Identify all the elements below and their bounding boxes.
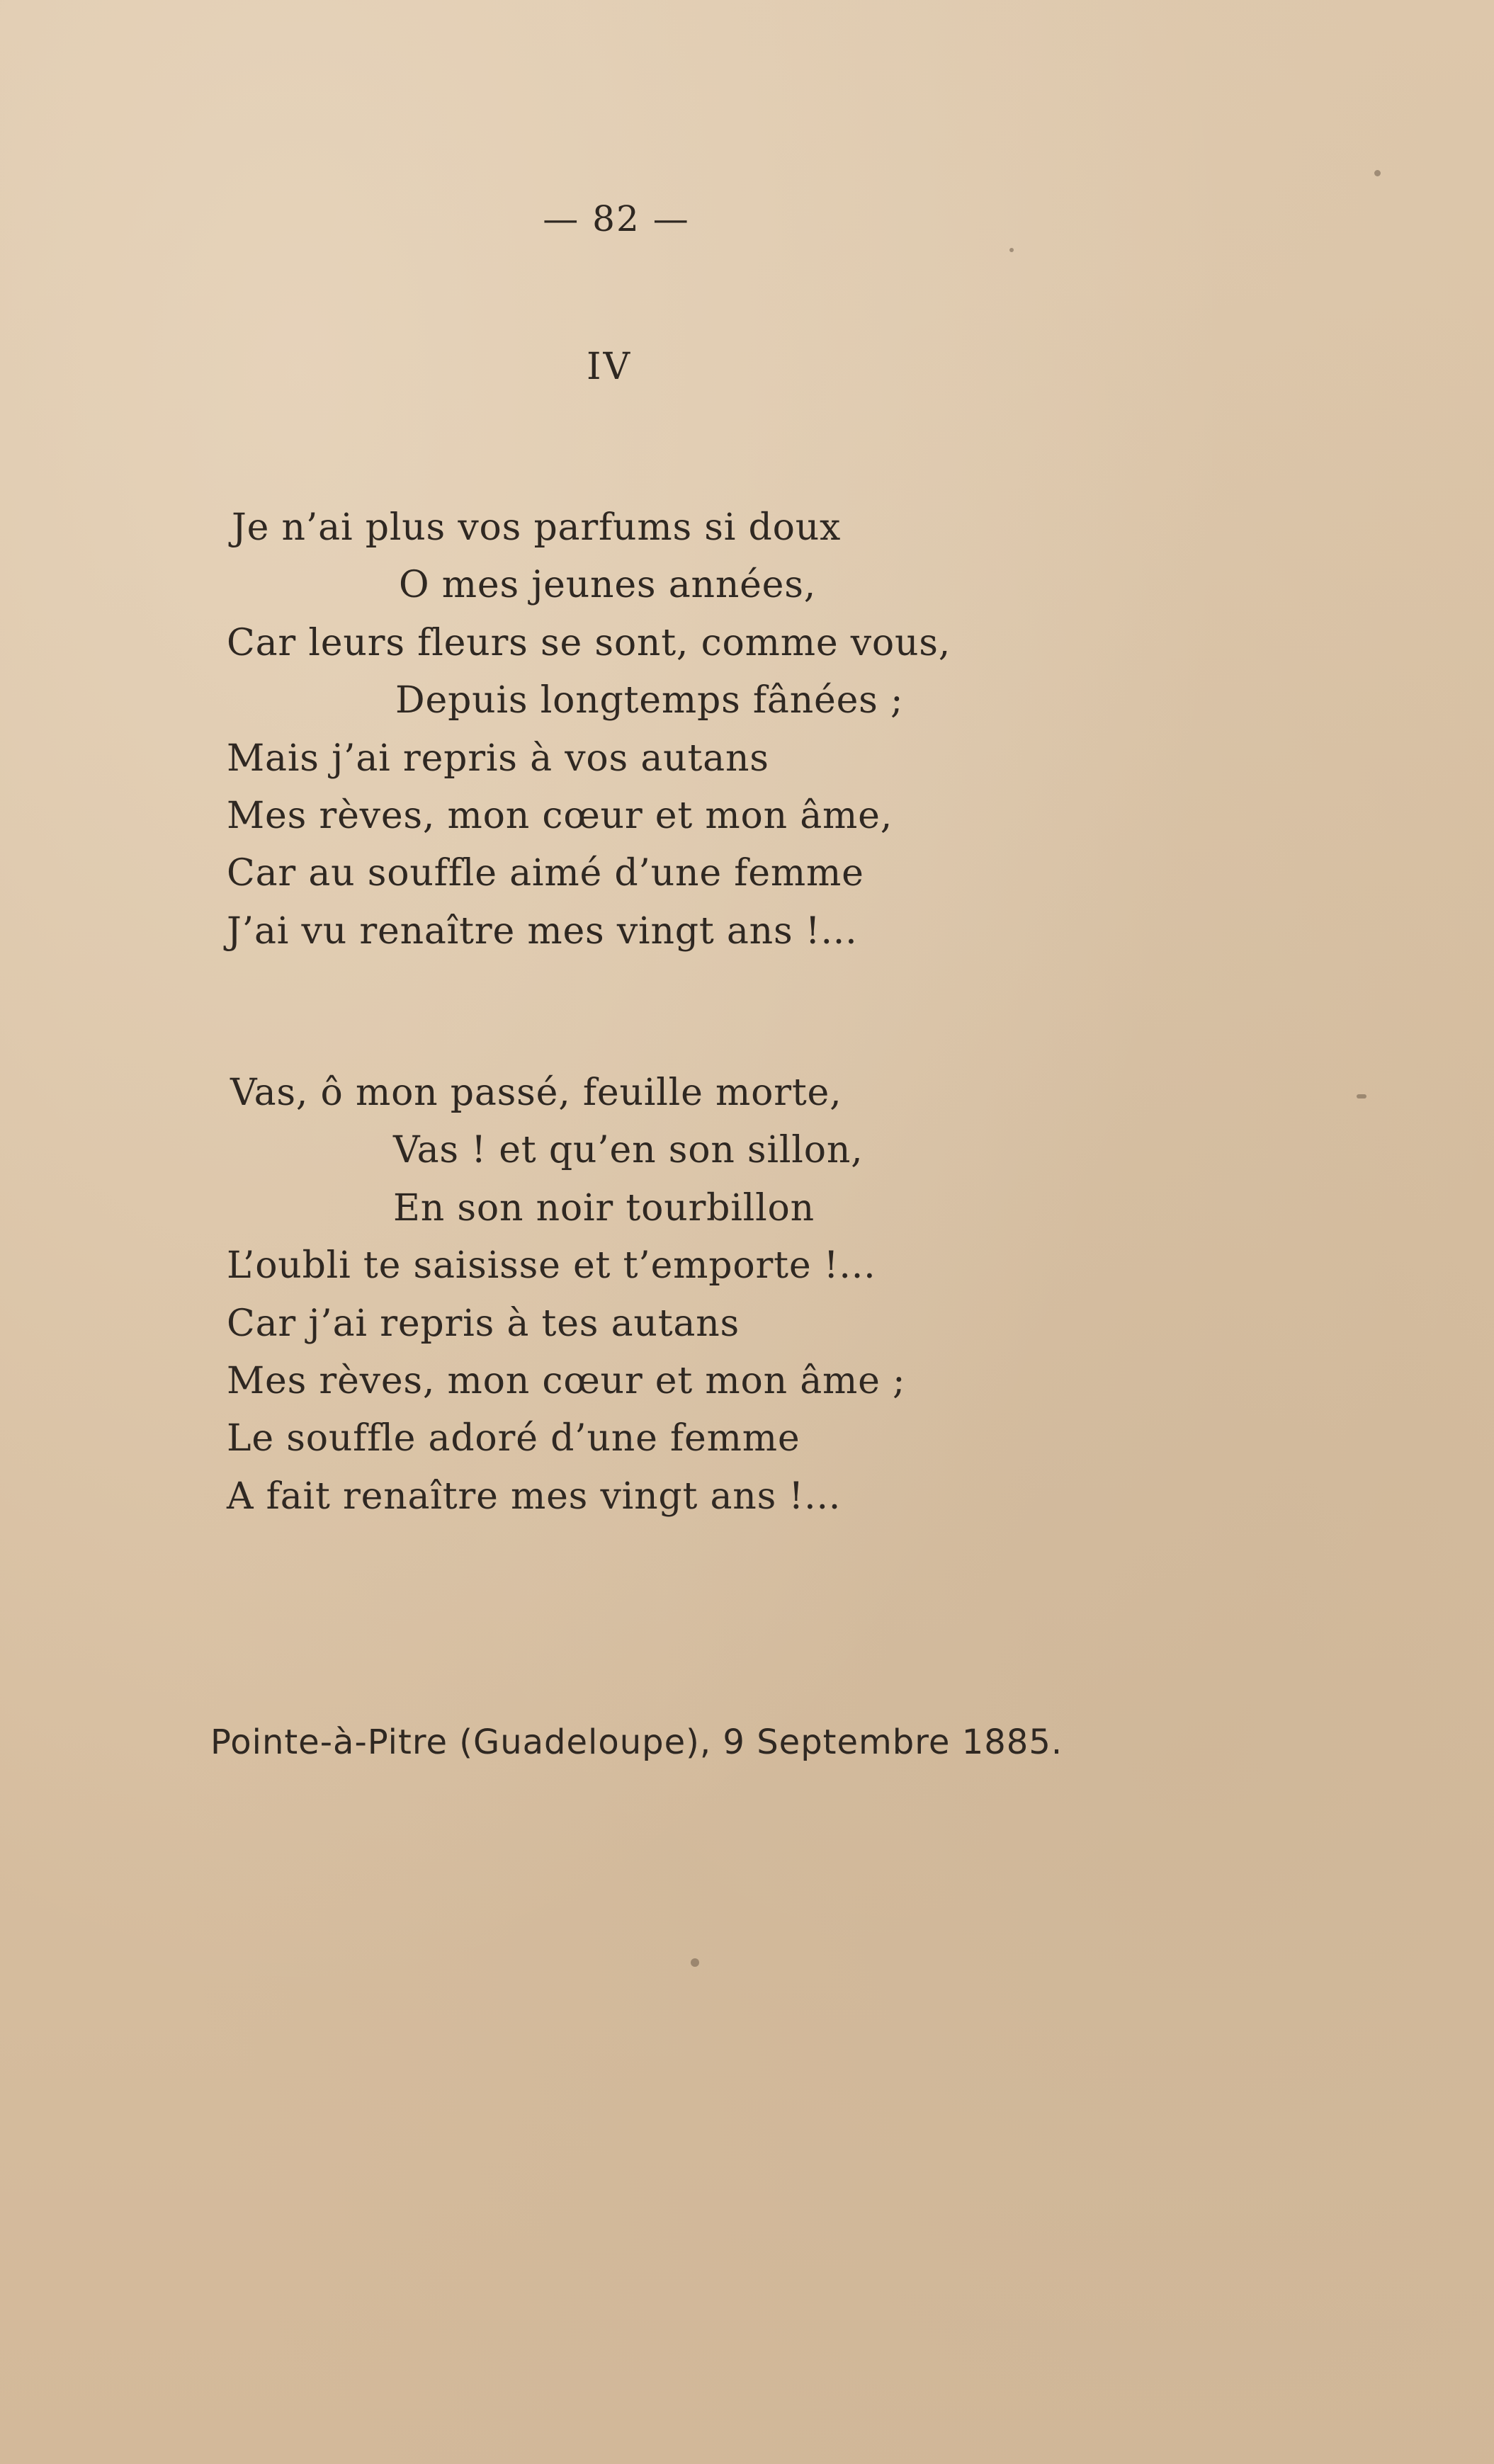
verse-line: Depuis longtemps fânées ; <box>395 679 904 722</box>
paper-speck <box>1374 170 1381 176</box>
paper-speck <box>1357 1094 1366 1098</box>
verse-line: Mes rèves, mon cœur et mon âme, <box>227 794 893 837</box>
verse-line: Car au souffle aimé d’une femme <box>227 852 864 895</box>
verse-line: J’ai vu renaître mes vingt ans !... <box>227 909 858 953</box>
section-title: IV <box>586 346 633 388</box>
paper-speck <box>691 1958 699 1967</box>
paper-speck <box>1009 248 1014 252</box>
verse-line: O mes jeunes années, <box>399 564 817 607</box>
verse-line: Mes rèves, mon cœur et mon âme ; <box>227 1359 906 1402</box>
verse-line: Car leurs fleurs se sont, comme vous, <box>227 621 951 664</box>
page-number: — 82 — <box>543 198 690 239</box>
verse-line: L’oubli te saisisse et t’emporte !... <box>227 1244 876 1288</box>
verse-line: Mais j’ai repris à vos autans <box>227 737 769 780</box>
dateline: Pointe-à-Pitre (Guadeloupe), 9 Septembre 1885. <box>210 1722 1063 1762</box>
stanza-1 <box>0 499 1346 960</box>
verse-line: Je n’ai plus vos parfums si doux <box>232 506 842 549</box>
verse-line: A fait renaître mes vingt ans !... <box>227 1475 842 1518</box>
verse-line: Vas ! et qu’en son sillon, <box>393 1129 864 1172</box>
stanza-2 <box>0 1064 1346 1526</box>
verse-line: Le souffle adoré d’une femme <box>227 1417 800 1460</box>
verse-line: Vas, ô mon passé, feuille morte, <box>230 1072 842 1114</box>
verse-line: Car j’ai repris à tes autans <box>227 1302 740 1345</box>
verse-line: En son noir tourbillon <box>393 1186 815 1230</box>
